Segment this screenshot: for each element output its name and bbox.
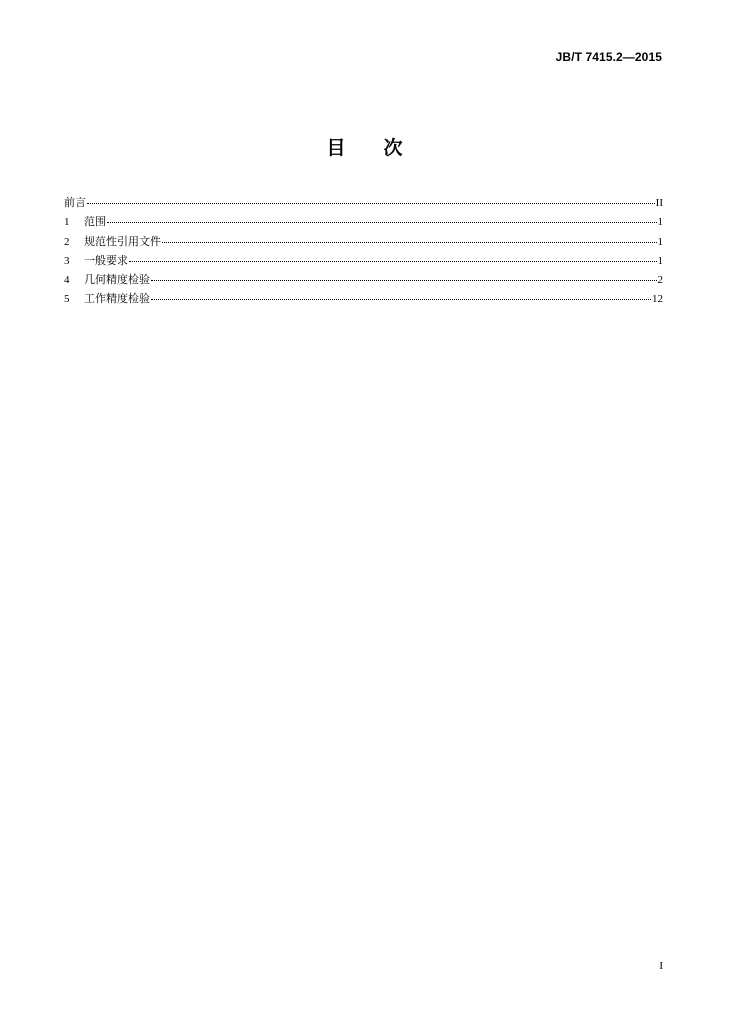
title-char-1: 目 [326, 137, 346, 159]
toc-leader-dots [162, 232, 657, 243]
toc-leader-dots [151, 270, 657, 281]
toc-entry-scope[interactable] [64, 213, 663, 232]
toc-entry-label: 前言 [64, 196, 86, 209]
table-of-contents [64, 194, 663, 310]
toc-entry-label: 几何精度检验 [84, 273, 150, 287]
toc-entry-label: 范围 [84, 215, 106, 229]
toc-leader-dots [107, 212, 657, 223]
toc-entry-number: 1 [64, 216, 70, 229]
page-number: I [659, 960, 663, 972]
toc-entry-foreword[interactable] [64, 194, 663, 213]
toc-entry-page: 1 [657, 216, 663, 229]
toc-entry-page: II [655, 197, 663, 209]
toc-entry-normative-references[interactable] [64, 233, 663, 252]
toc-entry-page: 1 [657, 235, 663, 248]
toc-entry-geometric-accuracy[interactable] [64, 271, 663, 290]
toc-entry-general-requirements[interactable] [64, 252, 663, 271]
page-title [0, 133, 729, 160]
toc-leader-dots [87, 193, 655, 204]
toc-entry-working-accuracy[interactable] [64, 290, 663, 309]
standard-number: JB/T 7415.2—2015 [555, 50, 662, 64]
toc-entry-number: 5 [64, 293, 70, 306]
toc-entry-number: 3 [64, 254, 70, 267]
toc-entry-label: 工作精度检验 [84, 292, 150, 306]
title-char-2: 次 [383, 137, 403, 159]
toc-entry-page: 1 [657, 254, 663, 267]
toc-entry-page: 2 [657, 274, 663, 287]
toc-leader-dots [129, 251, 657, 262]
toc-entry-page: 12 [652, 293, 663, 306]
toc-entry-number: 4 [64, 274, 70, 287]
toc-leader-dots [151, 289, 651, 300]
toc-entry-label: 规范性引用文件 [84, 234, 161, 248]
toc-entry-number: 2 [64, 235, 70, 248]
toc-entry-label: 一般要求 [84, 253, 128, 267]
